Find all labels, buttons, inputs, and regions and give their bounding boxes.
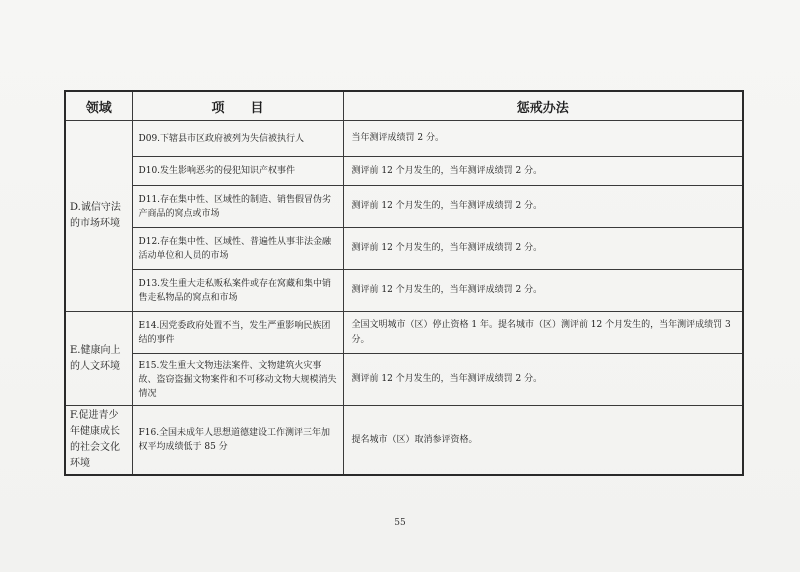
item-cell: F16.全国未成年人思想道德建设工作测评三年加权平均成绩低于 85 分 [132,406,343,476]
table-row [65,354,743,406]
penalty-table [64,90,744,476]
penalty-cell: 测评前 12 个月发生的，当年测评成绩罚 2 分。 [343,186,743,228]
penalty-cell: 测评前 12 个月发生的，当年测评成绩罚 2 分。 [343,228,743,270]
table-header-row [65,91,743,121]
table-row [65,186,743,228]
item-cell: D11.存在集中性、区域性的制造、销售假冒伪劣产商品的窝点或市场 [132,186,343,228]
item-cell: E14.因党委政府处置不当，发生严重影响民族团结的事件 [132,312,343,354]
table-row [65,228,743,270]
item-cell: D12.存在集中性、区域性、普遍性从事非法金融活动单位和人员的市场 [132,228,343,270]
table-row [65,157,743,186]
item-cell: E15.发生重大文物违法案件、文物建筑火灾事故、盗窃盗掘文物案件和不可移动文物大规模消失情况 [132,354,343,406]
penalty-cell: 全国文明城市（区）停止资格 1 年。提名城市（区）测评前 12 个月发生的，当年测评成绩罚 3 分。 [343,312,743,354]
domain-cell-d: D.诚信守法的市场环境 [65,121,132,312]
item-cell: D13.发生重大走私贩私案件或存在窝藏和集中销售走私物品的窝点和市场 [132,270,343,312]
item-cell: D09.下辖县市区政府被列为失信被执行人 [132,121,343,157]
item-cell: D10.发生影响恶劣的侵犯知识产权事件 [132,157,343,186]
header-item: 项 目 [132,91,343,121]
domain-cell-e: E.健康向上的人文环境 [65,312,132,406]
page-number: 55 [394,518,406,528]
header-penalty: 惩戒办法 [343,91,743,121]
header-domain: 领域 [65,91,132,121]
penalty-cell: 测评前 12 个月发生的，当年测评成绩罚 2 分。 [343,270,743,312]
penalty-cell: 测评前 12 个月发生的，当年测评成绩罚 2 分。 [343,157,743,186]
penalty-cell: 测评前 12 个月发生的，当年测评成绩罚 2 分。 [343,354,743,406]
domain-cell-f: F.促进青少年健康成长的社会文化环境 [65,406,132,476]
table-row [65,270,743,312]
penalty-cell: 当年测评成绩罚 2 分。 [343,121,743,157]
table-row [65,312,743,354]
table-row [65,406,743,476]
penalty-cell: 提名城市（区）取消参评资格。 [343,406,743,476]
table-row [65,121,743,157]
